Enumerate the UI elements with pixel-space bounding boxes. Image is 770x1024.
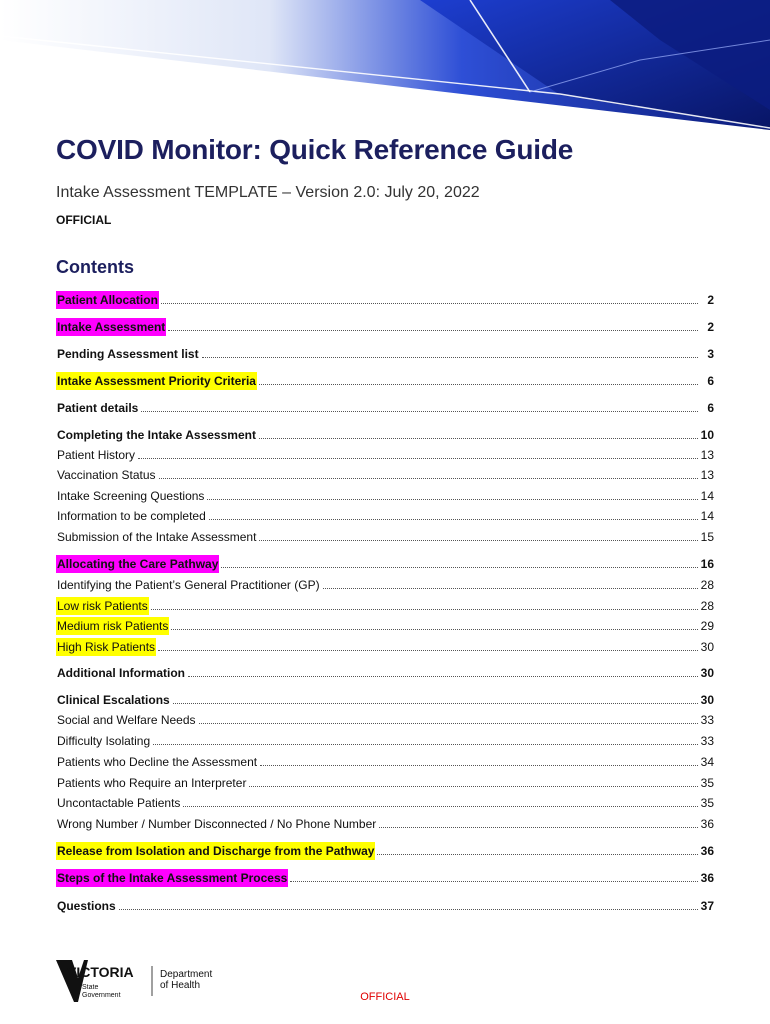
toc-entry[interactable]: [56, 794, 714, 812]
toc-entry[interactable]: [56, 664, 714, 682]
toc-page-number: 13: [700, 468, 714, 482]
toc-entry[interactable]: [56, 576, 714, 594]
toc-page-number: 36: [700, 844, 714, 858]
toc-entry[interactable]: [56, 897, 714, 915]
toc-dot-leader: [161, 291, 698, 304]
toc-entry[interactable]: [56, 466, 714, 484]
toc-entry-label: High Risk Patients: [57, 640, 156, 654]
toc-dot-leader: [202, 345, 698, 358]
toc-page-number: 30: [700, 640, 714, 654]
toc-dot-leader: [183, 794, 698, 807]
header-banner: [0, 0, 770, 140]
toc-dot-leader: [259, 426, 698, 439]
classification-label: OFFICIAL: [56, 213, 112, 227]
toc-entry-label: Submission of the Intake Assessment: [57, 530, 257, 544]
toc-page-number: 36: [700, 817, 714, 831]
classification-footer: OFFICIAL: [360, 991, 410, 1003]
toc-entry-label: Pending Assessment list: [57, 347, 199, 361]
toc-entry[interactable]: [56, 426, 714, 444]
toc-entry-label: Patient Allocation: [57, 293, 158, 307]
toc-page-number: 36: [700, 871, 714, 885]
document-title: COVID Monitor: Quick Reference Guide: [56, 134, 574, 165]
toc-entry-label: Patients who Require an Interpreter: [57, 776, 247, 790]
toc-dot-leader: [209, 507, 698, 520]
toc-dot-leader: [151, 597, 698, 610]
toc-entry-label: Steps of the Intake Assessment Process: [57, 871, 288, 885]
toc-entry[interactable]: [56, 291, 714, 309]
document-subtitle: Intake Assessment TEMPLATE – Version 2.0: July 20, 2022: [56, 184, 480, 201]
toc-dot-leader: [199, 711, 698, 724]
toc-entry-label: Wrong Number / Number Disconnected / No Phone Number: [57, 817, 377, 831]
logo-state: State: [82, 984, 99, 991]
toc-page-number: 30: [700, 693, 714, 707]
logo-government: Government: [82, 992, 121, 999]
toc-entry[interactable]: [56, 399, 714, 417]
toc-entry-label: Intake Assessment: [57, 320, 166, 334]
toc-page-number: 35: [700, 796, 714, 810]
toc-page-number: 29: [700, 619, 714, 633]
toc-entry-label: Questions: [57, 899, 116, 913]
toc-dot-leader: [159, 466, 698, 479]
toc-entry-label: Allocating the Care Pathway: [57, 557, 219, 571]
toc-entry[interactable]: [56, 487, 714, 505]
toc-dot-leader: [188, 664, 698, 677]
toc-dot-leader: [290, 869, 698, 882]
toc-entry[interactable]: [56, 815, 714, 833]
toc-page-number: 2: [707, 320, 714, 334]
toc-entry[interactable]: [56, 711, 714, 729]
toc-entry[interactable]: [56, 597, 714, 615]
toc-page-number: 15: [700, 530, 714, 544]
toc-entry[interactable]: [56, 774, 714, 792]
toc-page-number: 14: [700, 489, 714, 503]
toc-entry[interactable]: [56, 345, 714, 363]
toc-entry-label: Low risk Patients: [57, 599, 148, 613]
toc-dot-leader: [153, 732, 698, 745]
toc-entry-label: Uncontactable Patients: [57, 796, 181, 810]
toc-page-number: 34: [700, 755, 714, 769]
toc-entry[interactable]: [56, 638, 714, 656]
toc-entry[interactable]: [56, 691, 714, 709]
toc-dot-leader: [173, 691, 698, 704]
toc-dot-leader: [259, 528, 698, 541]
toc-entry-label: Medium risk Patients: [57, 619, 169, 633]
toc-entry-label: Intake Assessment Priority Criteria: [57, 374, 256, 388]
toc-entry-label: Patient History: [57, 448, 136, 462]
toc-entry[interactable]: [56, 555, 714, 573]
toc-entry-label: Vaccination Status: [57, 468, 156, 482]
toc-entry-label: Difficulty Isolating: [57, 734, 151, 748]
toc-page-number: 14: [700, 509, 714, 523]
toc-dot-leader: [141, 399, 698, 412]
toc-entry-label: Intake Screening Questions: [57, 489, 205, 503]
toc-dot-leader: [259, 372, 698, 385]
toc-dot-leader: [171, 617, 698, 630]
toc-page-number: 6: [707, 401, 714, 415]
toc-dot-leader: [138, 446, 698, 459]
toc-entry[interactable]: [56, 869, 714, 887]
toc-page-number: 35: [700, 776, 714, 790]
toc-page-number: 33: [700, 713, 714, 727]
toc-page-number: 16: [700, 557, 714, 571]
toc-page-number: 2: [707, 293, 714, 307]
toc-page-number: 10: [700, 428, 714, 442]
toc-entry-label: Additional Information: [57, 666, 185, 680]
toc-entry[interactable]: [56, 732, 714, 750]
toc-entry[interactable]: [56, 318, 714, 336]
toc-dot-leader: [249, 774, 698, 787]
toc-entry-label: Completing the Intake Assessment: [57, 428, 256, 442]
toc-entry[interactable]: [56, 842, 714, 860]
toc-page-number: 28: [700, 599, 714, 613]
toc-page-number: 13: [700, 448, 714, 462]
toc-dot-leader: [221, 555, 698, 568]
toc-page-number: 30: [700, 666, 714, 680]
toc-dot-leader: [377, 842, 698, 855]
toc-dot-leader: [260, 753, 698, 766]
toc-entry[interactable]: [56, 372, 714, 390]
toc-entry[interactable]: [56, 446, 714, 464]
toc-entry[interactable]: [56, 507, 714, 525]
toc-entry[interactable]: [56, 753, 714, 771]
toc-page-number: 6: [707, 374, 714, 388]
toc-entry-label: Identifying the Patient’s General Practitioner (GP): [57, 578, 320, 592]
toc-page-number: 37: [700, 899, 714, 913]
toc-page-number: 28: [700, 578, 714, 592]
toc-entry-label: Release from Isolation and Discharge from the Pathway: [57, 844, 375, 858]
toc-entry-label: Information to be completed: [57, 509, 206, 523]
toc-dot-leader: [323, 576, 698, 589]
toc-entry-label: Patients who Decline the Assessment: [57, 755, 258, 769]
toc-page-number: 33: [700, 734, 714, 748]
toc-entry[interactable]: [56, 528, 714, 546]
toc-dot-leader: [158, 638, 698, 651]
toc-entry-label: Clinical Escalations: [57, 693, 170, 707]
toc-entry-label: Patient details: [57, 401, 139, 415]
toc-entry[interactable]: [56, 617, 714, 635]
toc-dot-leader: [168, 318, 698, 331]
contents-heading: Contents: [56, 257, 134, 277]
logo-department: Department: [160, 969, 213, 980]
logo-of-health: of Health: [160, 980, 201, 991]
toc-dot-leader: [119, 897, 698, 910]
toc-entry-label: Social and Welfare Needs: [57, 713, 196, 727]
toc-dot-leader: [207, 487, 698, 500]
toc-dot-leader: [379, 815, 698, 828]
logo-wordmark: VICTORIA: [67, 964, 134, 980]
toc-page-number: 3: [707, 347, 714, 361]
